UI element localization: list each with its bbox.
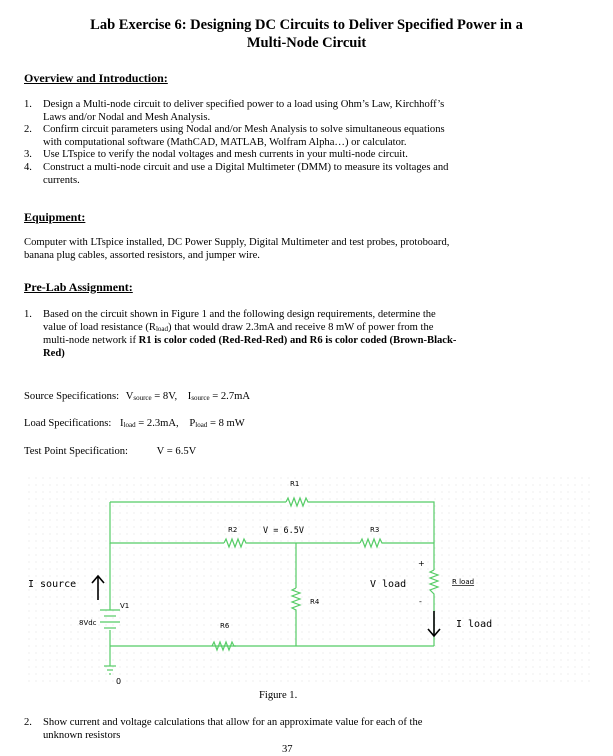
label-ground: 0 — [116, 677, 122, 686]
load-spec — [24, 418, 245, 429]
title-line-2: Multi-Node Circuit — [246, 35, 367, 51]
list-text: with computational software (MathCAD, MATLAB, Wolfram Alpha…) or calculator. — [43, 136, 407, 148]
prelab-list — [24, 309, 584, 360]
overview-heading: Overview and Introduction: — [24, 71, 168, 85]
text-run: multi-node network if — [43, 335, 139, 347]
title-line-1: Lab Exercise 6: Designing DC Circuits to Deliver Specified Power in a — [90, 17, 523, 33]
list-text: Laws and/or Nodal and Mesh Analysis. — [43, 111, 211, 123]
schematic-grid — [24, 472, 592, 686]
list-number: 3. — [24, 149, 32, 161]
label-i-source: I source — [28, 579, 77, 590]
spec-symbol: I — [120, 418, 124, 429]
subscript: load — [195, 421, 208, 429]
spec-value: = 8V, — [154, 391, 178, 402]
list-text: currents. — [43, 174, 80, 186]
label-r1: R1 — [290, 480, 300, 488]
subscript: source — [133, 394, 152, 402]
spec-label: Source Specifications: — [24, 391, 120, 402]
subscript: load — [155, 324, 169, 333]
label-vdc: 8Vdc — [79, 619, 97, 627]
label-v-test: V = 6.5V — [263, 526, 304, 536]
test-spec — [24, 446, 196, 457]
text-run: value of load resistance (R — [43, 321, 156, 333]
prelab-list-continued — [24, 717, 584, 742]
list-text: Based on the circuit shown in Figure 1 and the following design requirements, determine the — [43, 309, 436, 320]
label-r2: R2 — [228, 526, 238, 534]
spec-symbol: V — [125, 391, 134, 402]
equipment-text — [24, 237, 584, 262]
page-number: 37 — [282, 744, 293, 755]
label-i-load: I load — [456, 619, 493, 630]
list-number: 1. — [24, 309, 32, 320]
list-item — [24, 149, 584, 162]
list-number: 4. — [24, 161, 32, 173]
figure-caption: Figure 1. — [259, 690, 298, 701]
label-r-load: R load — [452, 578, 475, 586]
label-v1: V1 — [120, 602, 130, 610]
spec-symbol: I — [187, 391, 192, 402]
list-item — [24, 309, 584, 360]
list-text — [43, 322, 584, 336]
list-text: Construct a multi-node circuit and use a Digital Multimeter (DMM) to measure its voltages and — [43, 161, 449, 173]
subscript: source — [191, 394, 210, 402]
label-r6: R6 — [220, 622, 230, 630]
spec-label: Test Point Specification: — [24, 446, 129, 457]
list-number: 2. — [24, 124, 32, 136]
source-spec — [24, 391, 250, 402]
prelab-heading: Pre-Lab Assignment: — [24, 280, 133, 294]
bold-text: Red) — [43, 347, 65, 359]
label-minus: - — [419, 597, 422, 606]
circuit-schematic — [0, 470, 613, 690]
list-text: Show current and voltage calculations that allow for an approximate value for each of the — [43, 717, 423, 728]
spec-value: = 8 mW — [209, 418, 245, 429]
equipment-heading: Equipment: — [24, 210, 86, 224]
list-text — [43, 335, 584, 348]
list-text: Confirm circuit parameters using Nodal and/or Mesh Analysis to solve simultaneous equations — [43, 124, 445, 136]
bold-text: R1 is color coded (Red-Red-Red) and R6 is color coded (Brown-Black- — [138, 335, 457, 347]
spec-value: = 2.3mA, — [138, 418, 179, 429]
spec-value: = 2.7mA — [212, 391, 251, 402]
label-v-load: V load — [370, 579, 407, 590]
equipment-line: banana plug cables, assorted resistors, and jumper wire. — [24, 249, 260, 261]
list-item — [24, 124, 584, 149]
label-r3: R3 — [370, 526, 380, 534]
label-plus: + — [418, 559, 425, 568]
list-text: unknown resistors — [43, 729, 121, 741]
subscript: load — [123, 421, 136, 429]
list-text: Use LTspice to verify the nodal voltages and mesh currents in your multi-node circuit. — [43, 149, 408, 161]
list-number: 2. — [24, 717, 32, 728]
spec-value: V = 6.5V — [156, 446, 197, 457]
text-run: ) that would draw 2.3mA and receive 8 mW of power from the — [168, 321, 434, 333]
label-r4: R4 — [310, 598, 320, 606]
list-number: 1. — [24, 99, 32, 110]
list-text: Design a Multi-node circuit to deliver specified power to a load using Ohm’s Law, Kirchhoff’s — [43, 99, 445, 110]
list-item — [24, 162, 584, 187]
list-item — [24, 99, 584, 124]
list-item — [24, 717, 584, 742]
page-title — [40, 16, 573, 52]
equipment-line: Computer with LTspice installed, DC Power Supply, Digital Multimeter and test probes, protoboard, — [24, 237, 450, 248]
spec-symbol: P — [189, 418, 196, 429]
spec-label: Load Specifications: — [24, 418, 112, 429]
list-text — [43, 348, 584, 361]
overview-list — [24, 99, 584, 187]
